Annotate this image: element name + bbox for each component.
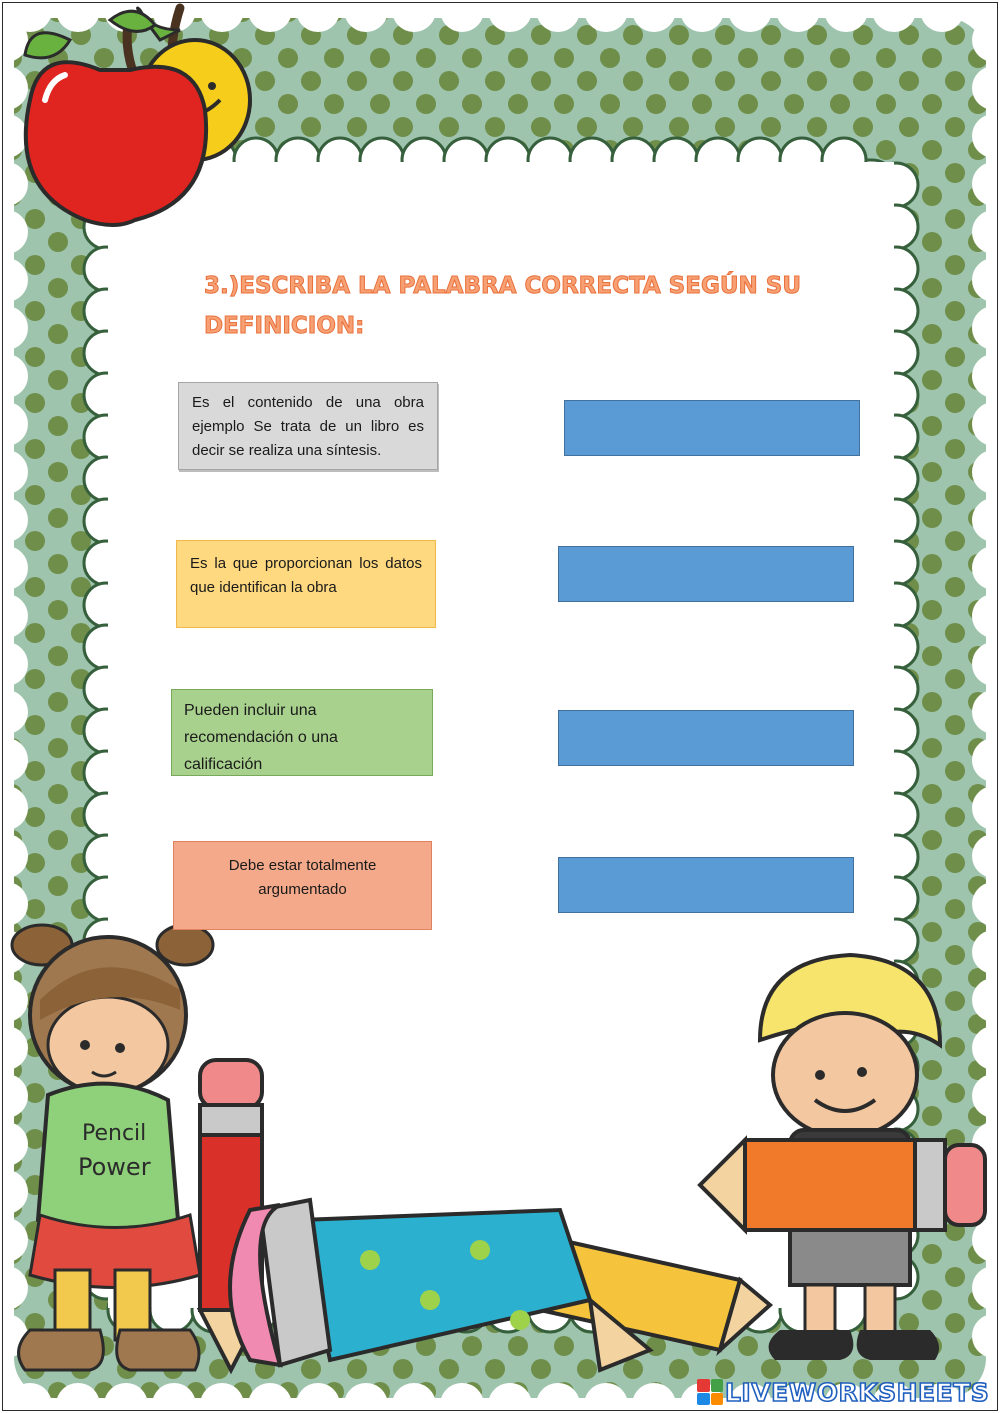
answer-input-3[interactable] [558,710,854,766]
definition-box-3: Pueden incluir una recomendación o una calificación [171,689,433,776]
answer-input-1[interactable] [564,400,860,456]
definition-box-4: Debe estar totalmente argumentado [173,841,432,930]
liveworksheets-logo-icon [697,1379,723,1405]
shirt-text-line1: Pencil [82,1121,147,1146]
worksheet-title: 3.)ESCRIBA LA PALABRA CORRECTA SEGÚN SU DEFINICION: [204,273,802,339]
watermark-text: LIVEWORKSHEETS [725,1377,990,1407]
answer-input-2[interactable] [558,546,854,602]
answer-input-4[interactable] [558,857,854,913]
liveworksheets-watermark[interactable] [697,1375,989,1409]
definition-box-1: Es el contenido de una obra ejemplo Se trata de un libro es decir se realiza una síntesis. [178,382,438,470]
definition-box-2: Es la que proporcionan los datos que identifican la obra [176,540,436,628]
shirt-text-line2: Power [78,1153,151,1181]
page-border [2,2,998,1411]
